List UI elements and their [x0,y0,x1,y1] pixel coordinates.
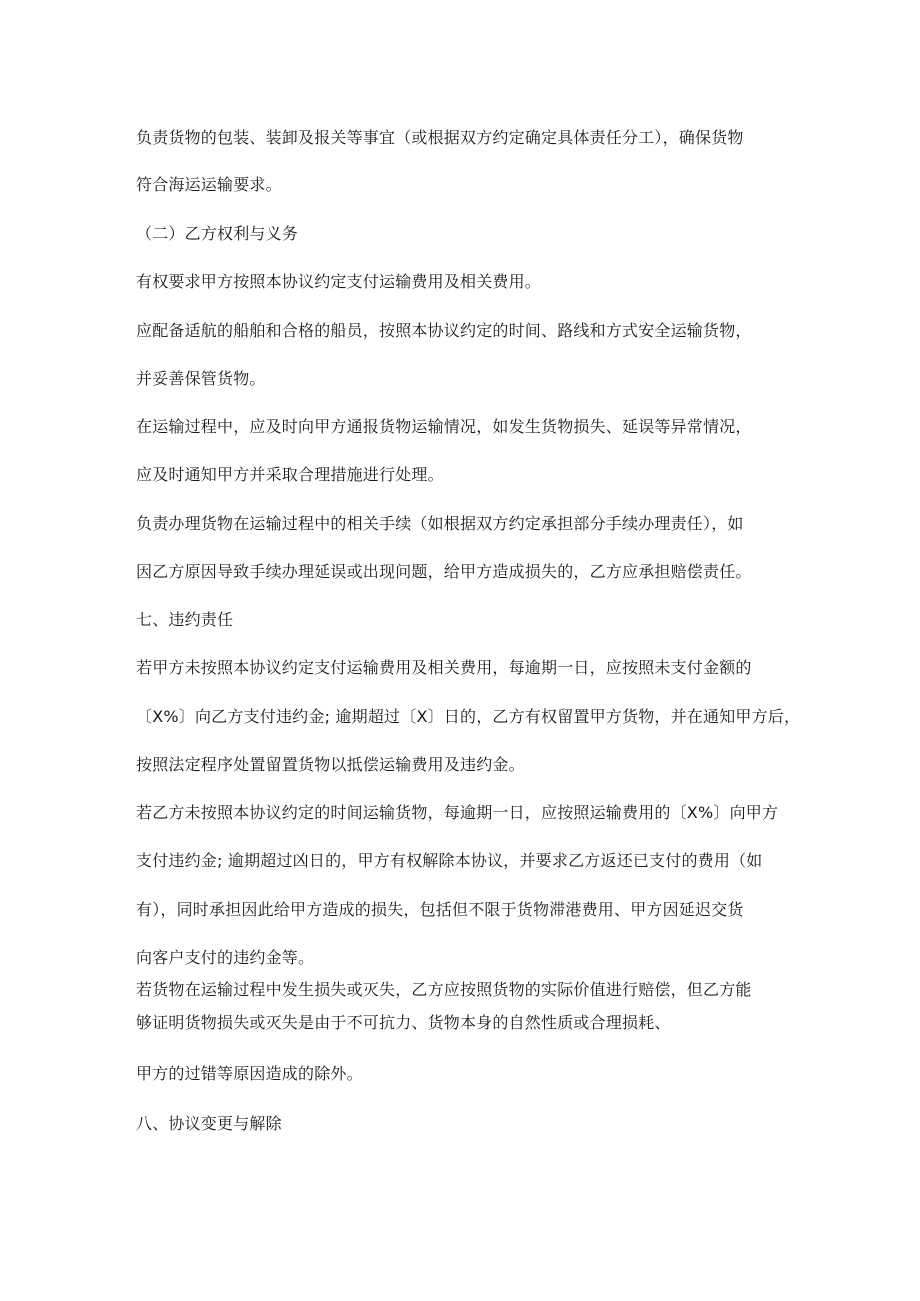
paragraph-line: 按照法定程序处置留置货物以抵偿运输费用及违约金。 [136,755,525,774]
paragraph-line: 应及时通知甲方并采取合理措施进行处理。 [136,465,444,484]
section-heading: 七、违约责任 [136,610,234,629]
paragraph-line: 负责办理货物在运输过程中的相关手续（如根据双方约定承担部分手续办理责任），如 [136,514,744,533]
paragraph-line: 负责货物的包装、装卸及报关等事宜（或根据双方约定确定具体责任分工），确保货物 [136,128,744,147]
paragraph-line: 并妥善保管货物。 [136,369,266,388]
paragraph-line: 在运输过程中，应及时向甲方通报货物运输情况，如发生货物损失、延误等异常情况， [136,417,752,436]
paragraph-line: 若货物在运输过程中发生损失或灭失，乙方应按照货物的实际价值进行赔偿，但乙方能 [136,980,752,999]
paragraph-line: 〔X%〕向乙方支付违约金; 逾期超过〔X〕日的，乙方有权留置甲方货物，并在通知甲方后， [136,707,801,726]
paragraph-line: 支付违约金; 逾期超过凶日的，甲方有权解除本协议，并要求乙方返还已支付的费用（如 [136,851,763,870]
section-heading: 八、协议变更与解除 [136,1114,282,1133]
paragraph-line: 因乙方原因导致手续办理延误或出现问题，给甲方造成损失的，乙方应承担赔偿责任。 [136,562,752,581]
paragraph-line: 若甲方未按照本协议约定支付运输费用及相关费用，每逾期一日，应按照未支付金额的 [136,658,752,677]
paragraph-line: 有），同时承担因此给甲方造成的损失，包括但不限于货物滞港费用、甲方因延迟交货 [136,900,744,919]
paragraph-line: 够证明货物损失或灭失是由于不可抗力、货物本身的自然性质或合理损耗、 [136,1013,671,1032]
paragraph-line: 向客户支付的违约金等。 [136,948,315,967]
paragraph-line: 甲方的过错等原因造成的除外。 [136,1064,363,1083]
paragraph-line: 符合海运运输要求。 [136,175,282,194]
paragraph-line: 若乙方未按照本协议约定的时间运输货物，每逾期一日，应按照运输费用的〔X%〕向甲方 [136,803,779,822]
paragraph-line: 有权要求甲方按照本协议约定支付运输费用及相关费用。 [136,272,542,291]
paragraph-line: 应配备适航的船舶和合格的船员，按照本协议约定的时间、路线和方式安全运输货物， [136,321,752,340]
section-heading: （二）乙方权利与义务 [136,224,299,243]
